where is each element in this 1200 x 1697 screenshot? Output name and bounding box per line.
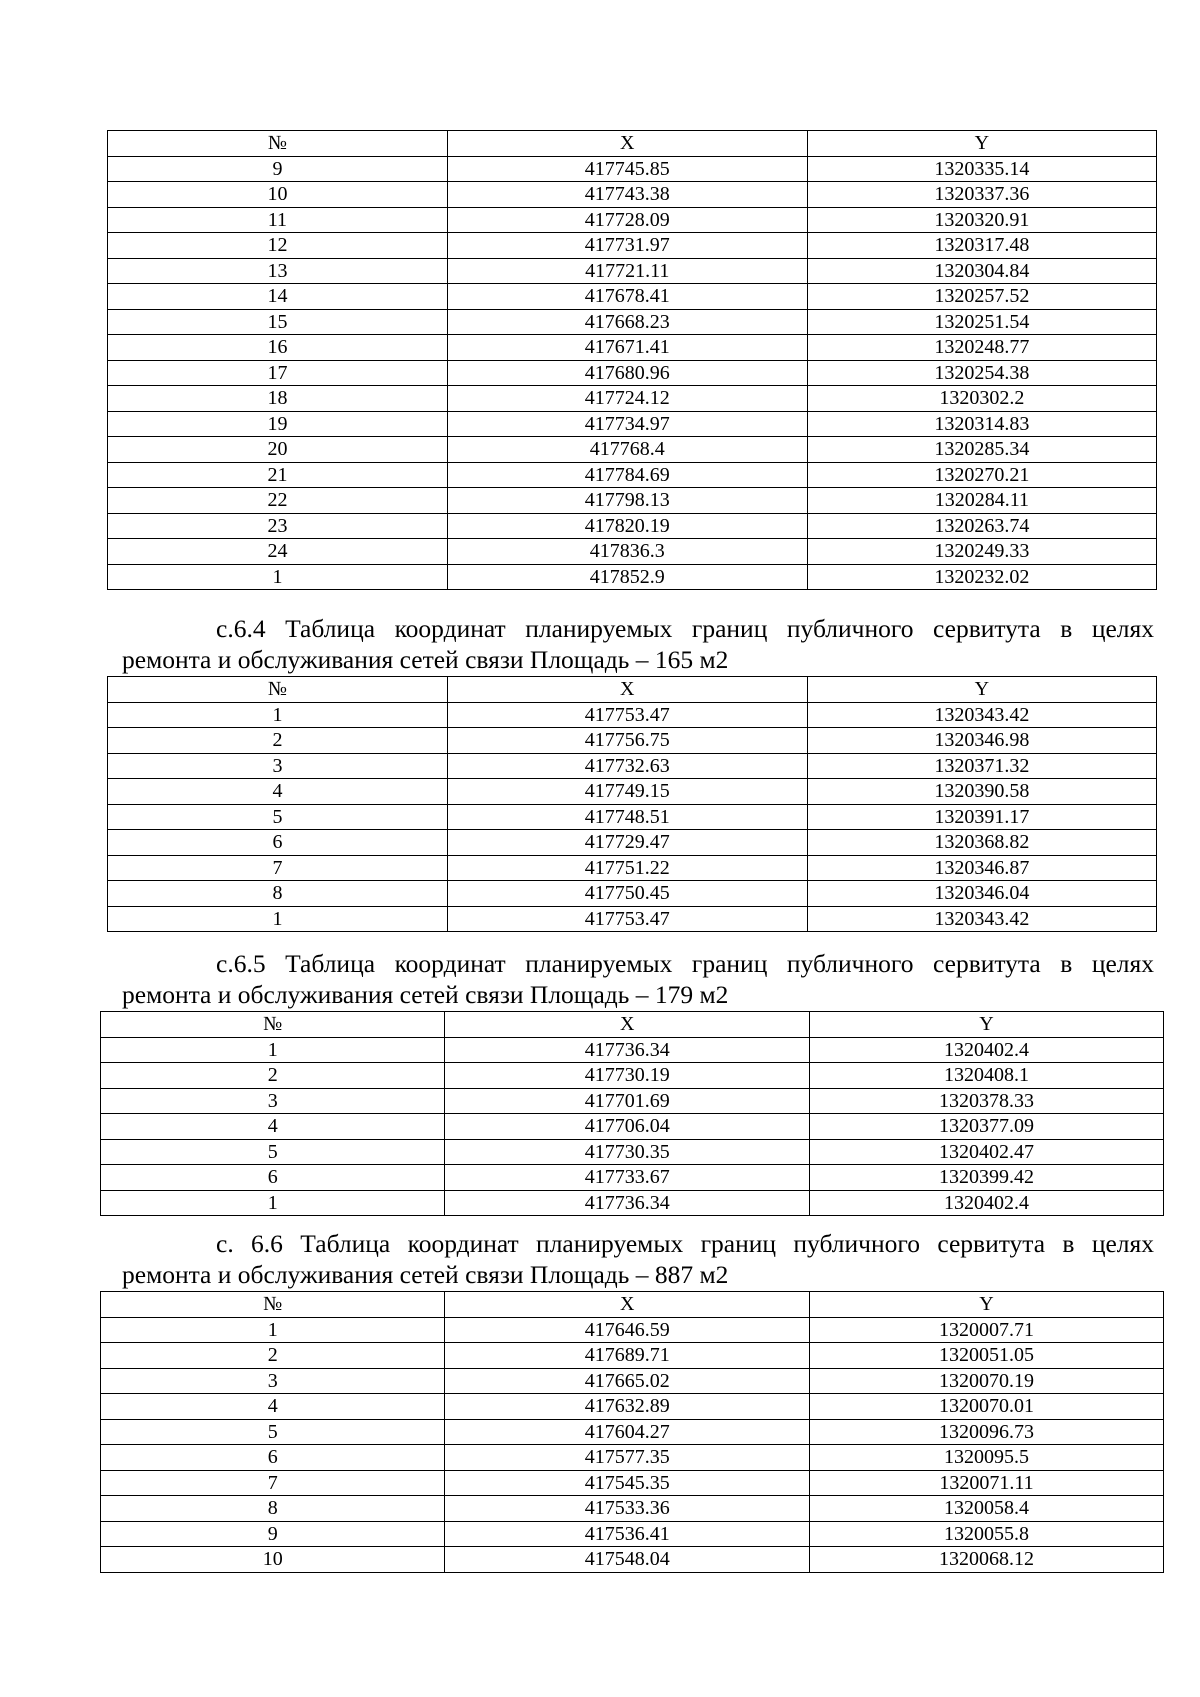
cell-y: 1320343.42 (807, 906, 1156, 932)
cell-x: 417745.85 (447, 156, 807, 182)
coordinates-table-continued (107, 130, 1157, 590)
cell-x: 417756.75 (447, 728, 807, 754)
cell-number: 9 (108, 156, 448, 182)
cell-number: 2 (101, 1063, 445, 1089)
table-caption-6-5 (122, 948, 1154, 1010)
cell-number: 5 (101, 1419, 445, 1445)
cell-x: 417748.51 (447, 804, 807, 830)
cell-number: 20 (108, 437, 448, 463)
cell-x: 417632.89 (445, 1394, 810, 1420)
cell-y: 1320263.74 (807, 513, 1156, 539)
column-header-y: Y (810, 1012, 1164, 1038)
table-row (108, 335, 1157, 361)
cell-x: 417678.41 (447, 284, 807, 310)
cell-x: 417730.35 (445, 1139, 810, 1165)
cell-x: 417668.23 (447, 309, 807, 335)
table-row (108, 258, 1157, 284)
table-row (101, 1063, 1164, 1089)
cell-number: 18 (108, 386, 448, 412)
table-caption-6-6 (122, 1228, 1154, 1290)
cell-number: 5 (101, 1139, 445, 1165)
cell-number: 1 (101, 1190, 445, 1216)
table-row (108, 386, 1157, 412)
cell-y: 1320096.73 (810, 1419, 1164, 1445)
cell-number: 6 (108, 830, 448, 856)
cell-y: 1320070.19 (810, 1368, 1164, 1394)
column-header-y: Y (807, 131, 1156, 157)
cell-y: 1320368.82 (807, 830, 1156, 856)
table-row (108, 830, 1157, 856)
table-header-row (108, 677, 1157, 703)
cell-number: 24 (108, 539, 448, 565)
cell-x: 417533.36 (445, 1496, 810, 1522)
cell-y: 1320284.11 (807, 488, 1156, 514)
cell-x: 417646.59 (445, 1317, 810, 1343)
cell-x: 417852.9 (447, 564, 807, 590)
table-row (108, 156, 1157, 182)
cell-x: 417729.47 (447, 830, 807, 856)
cell-x: 417750.45 (447, 881, 807, 907)
table-row (108, 182, 1157, 208)
cell-y: 1320302.2 (807, 386, 1156, 412)
table-row (108, 906, 1157, 932)
cell-x: 417604.27 (445, 1419, 810, 1445)
column-header-x: X (447, 677, 807, 703)
cell-number: 13 (108, 258, 448, 284)
table-row (108, 539, 1157, 565)
column-header-x: X (445, 1292, 810, 1318)
cell-y: 1320343.42 (807, 702, 1156, 728)
cell-y: 1320378.33 (810, 1088, 1164, 1114)
cell-y: 1320335.14 (807, 156, 1156, 182)
cell-number: 8 (101, 1496, 445, 1522)
table-row (108, 233, 1157, 259)
cell-y: 1320055.8 (810, 1521, 1164, 1547)
cell-x: 417820.19 (447, 513, 807, 539)
table-row (101, 1394, 1164, 1420)
cell-y: 1320346.87 (807, 855, 1156, 881)
column-header-x: X (447, 131, 807, 157)
cell-number: 3 (101, 1368, 445, 1394)
cell-number: 10 (101, 1547, 445, 1573)
column-header-number: № (108, 131, 448, 157)
cell-y: 1320391.17 (807, 804, 1156, 830)
cell-y: 1320270.21 (807, 462, 1156, 488)
cell-y: 1320390.58 (807, 779, 1156, 805)
table-row (108, 462, 1157, 488)
cell-y: 1320371.32 (807, 753, 1156, 779)
cell-number: 2 (108, 728, 448, 754)
cell-x: 417689.71 (445, 1343, 810, 1369)
cell-number: 6 (101, 1165, 445, 1191)
cell-y: 1320254.38 (807, 360, 1156, 386)
table-row (101, 1496, 1164, 1522)
caption-line: ремонта и обслуживания сетей связи Площадь – 165 м2 (122, 645, 729, 674)
cell-x: 417743.38 (447, 182, 807, 208)
cell-x: 417731.97 (447, 233, 807, 259)
cell-number: 11 (108, 207, 448, 233)
cell-x: 417728.09 (447, 207, 807, 233)
cell-number: 17 (108, 360, 448, 386)
cell-x: 417577.35 (445, 1445, 810, 1471)
table-row (101, 1368, 1164, 1394)
cell-y: 1320249.33 (807, 539, 1156, 565)
table-row (101, 1317, 1164, 1343)
table-row (108, 360, 1157, 386)
table-row (101, 1547, 1164, 1573)
cell-x: 417545.35 (445, 1470, 810, 1496)
table-row (101, 1190, 1164, 1216)
table-row (101, 1088, 1164, 1114)
cell-x: 417733.67 (445, 1165, 810, 1191)
column-header-y: Y (810, 1292, 1164, 1318)
cell-y: 1320346.98 (807, 728, 1156, 754)
cell-number: 1 (101, 1317, 445, 1343)
cell-number: 7 (108, 855, 448, 881)
cell-x: 417724.12 (447, 386, 807, 412)
cell-number: 22 (108, 488, 448, 514)
cell-y: 1320408.1 (810, 1063, 1164, 1089)
table-header-row (108, 131, 1157, 157)
cell-number: 1 (101, 1037, 445, 1063)
cell-x: 417751.22 (447, 855, 807, 881)
cell-y: 1320317.48 (807, 233, 1156, 259)
cell-y: 1320248.77 (807, 335, 1156, 361)
table-row (108, 488, 1157, 514)
column-header-number: № (101, 1012, 445, 1038)
cell-number: 1 (108, 906, 448, 932)
table-row (101, 1037, 1164, 1063)
caption-line: ремонта и обслуживания сетей связи Площадь – 887 м2 (122, 1260, 729, 1289)
cell-x: 417721.11 (447, 258, 807, 284)
cell-y: 1320377.09 (810, 1114, 1164, 1140)
cell-x: 417784.69 (447, 462, 807, 488)
cell-y: 1320058.4 (810, 1496, 1164, 1522)
cell-number: 12 (108, 233, 448, 259)
table-row (101, 1470, 1164, 1496)
cell-number: 21 (108, 462, 448, 488)
table-row (108, 437, 1157, 463)
cell-y: 1320285.34 (807, 437, 1156, 463)
table-row (108, 728, 1157, 754)
cell-number: 14 (108, 284, 448, 310)
coordinates-table-6-4 (107, 676, 1157, 932)
cell-x: 417749.15 (447, 779, 807, 805)
cell-y: 1320346.04 (807, 881, 1156, 907)
cell-number: 6 (101, 1445, 445, 1471)
cell-number: 2 (101, 1343, 445, 1369)
cell-y: 1320337.36 (807, 182, 1156, 208)
cell-number: 15 (108, 309, 448, 335)
cell-y: 1320070.01 (810, 1394, 1164, 1420)
cell-y: 1320314.83 (807, 411, 1156, 437)
cell-number: 1 (108, 564, 448, 590)
cell-y: 1320402.4 (810, 1037, 1164, 1063)
cell-x: 417734.97 (447, 411, 807, 437)
coordinates-table-6-5 (100, 1011, 1164, 1216)
column-header-x: X (445, 1012, 810, 1038)
cell-y: 1320257.52 (807, 284, 1156, 310)
table-row (101, 1114, 1164, 1140)
table-row (108, 804, 1157, 830)
cell-number: 19 (108, 411, 448, 437)
cell-number: 7 (101, 1470, 445, 1496)
cell-y: 1320399.42 (810, 1165, 1164, 1191)
cell-number: 3 (108, 753, 448, 779)
table-row (108, 779, 1157, 805)
cell-number: 4 (101, 1394, 445, 1420)
cell-y: 1320068.12 (810, 1547, 1164, 1573)
cell-number: 4 (108, 779, 448, 805)
table-caption-6-4 (122, 613, 1154, 675)
cell-x: 417730.19 (445, 1063, 810, 1089)
table-row (108, 564, 1157, 590)
cell-y: 1320095.5 (810, 1445, 1164, 1471)
column-header-number: № (108, 677, 448, 703)
cell-number: 9 (101, 1521, 445, 1547)
table-row (108, 411, 1157, 437)
cell-x: 417736.34 (445, 1037, 810, 1063)
cell-x: 417706.04 (445, 1114, 810, 1140)
cell-x: 417753.47 (447, 702, 807, 728)
cell-x: 417680.96 (447, 360, 807, 386)
table-row (101, 1343, 1164, 1369)
table-row (101, 1445, 1164, 1471)
table-row (108, 207, 1157, 233)
table-row (108, 753, 1157, 779)
table-header-row (101, 1292, 1164, 1318)
table-row (108, 284, 1157, 310)
table-row (108, 702, 1157, 728)
cell-x: 417836.3 (447, 539, 807, 565)
cell-x: 417732.63 (447, 753, 807, 779)
cell-x: 417548.04 (445, 1547, 810, 1573)
cell-number: 3 (101, 1088, 445, 1114)
cell-y: 1320251.54 (807, 309, 1156, 335)
cell-x: 417701.69 (445, 1088, 810, 1114)
caption-line: ремонта и обслуживания сетей связи Площадь – 179 м2 (122, 980, 729, 1009)
cell-number: 16 (108, 335, 448, 361)
cell-number: 10 (108, 182, 448, 208)
cell-number: 1 (108, 702, 448, 728)
table-row (108, 513, 1157, 539)
cell-number: 8 (108, 881, 448, 907)
cell-number: 5 (108, 804, 448, 830)
cell-x: 417753.47 (447, 906, 807, 932)
cell-y: 1320304.84 (807, 258, 1156, 284)
cell-y: 1320071.11 (810, 1470, 1164, 1496)
cell-x: 417536.41 (445, 1521, 810, 1547)
caption-line: с. 6.6 Таблица координат планируемых границ публичного сервитута в целях (216, 1229, 1154, 1258)
cell-y: 1320402.4 (810, 1190, 1164, 1216)
table-row (101, 1139, 1164, 1165)
cell-x: 417665.02 (445, 1368, 810, 1394)
caption-line: с.6.5 Таблица координат планируемых границ публичного сервитута в целях (216, 949, 1154, 978)
caption-line: с.6.4 Таблица координат планируемых границ публичного сервитута в целях (216, 614, 1154, 643)
cell-y: 1320232.02 (807, 564, 1156, 590)
table-row (101, 1419, 1164, 1445)
cell-x: 417768.4 (447, 437, 807, 463)
cell-y: 1320320.91 (807, 207, 1156, 233)
cell-number: 4 (101, 1114, 445, 1140)
column-header-y: Y (807, 677, 1156, 703)
cell-y: 1320007.71 (810, 1317, 1164, 1343)
cell-x: 417798.13 (447, 488, 807, 514)
cell-y: 1320402.47 (810, 1139, 1164, 1165)
table-row (101, 1165, 1164, 1191)
cell-x: 417736.34 (445, 1190, 810, 1216)
table-header-row (101, 1012, 1164, 1038)
table-row (108, 881, 1157, 907)
column-header-number: № (101, 1292, 445, 1318)
coordinates-table-6-6 (100, 1291, 1164, 1573)
table-row (108, 309, 1157, 335)
table-row (101, 1521, 1164, 1547)
cell-x: 417671.41 (447, 335, 807, 361)
cell-y: 1320051.05 (810, 1343, 1164, 1369)
cell-number: 23 (108, 513, 448, 539)
table-row (108, 855, 1157, 881)
